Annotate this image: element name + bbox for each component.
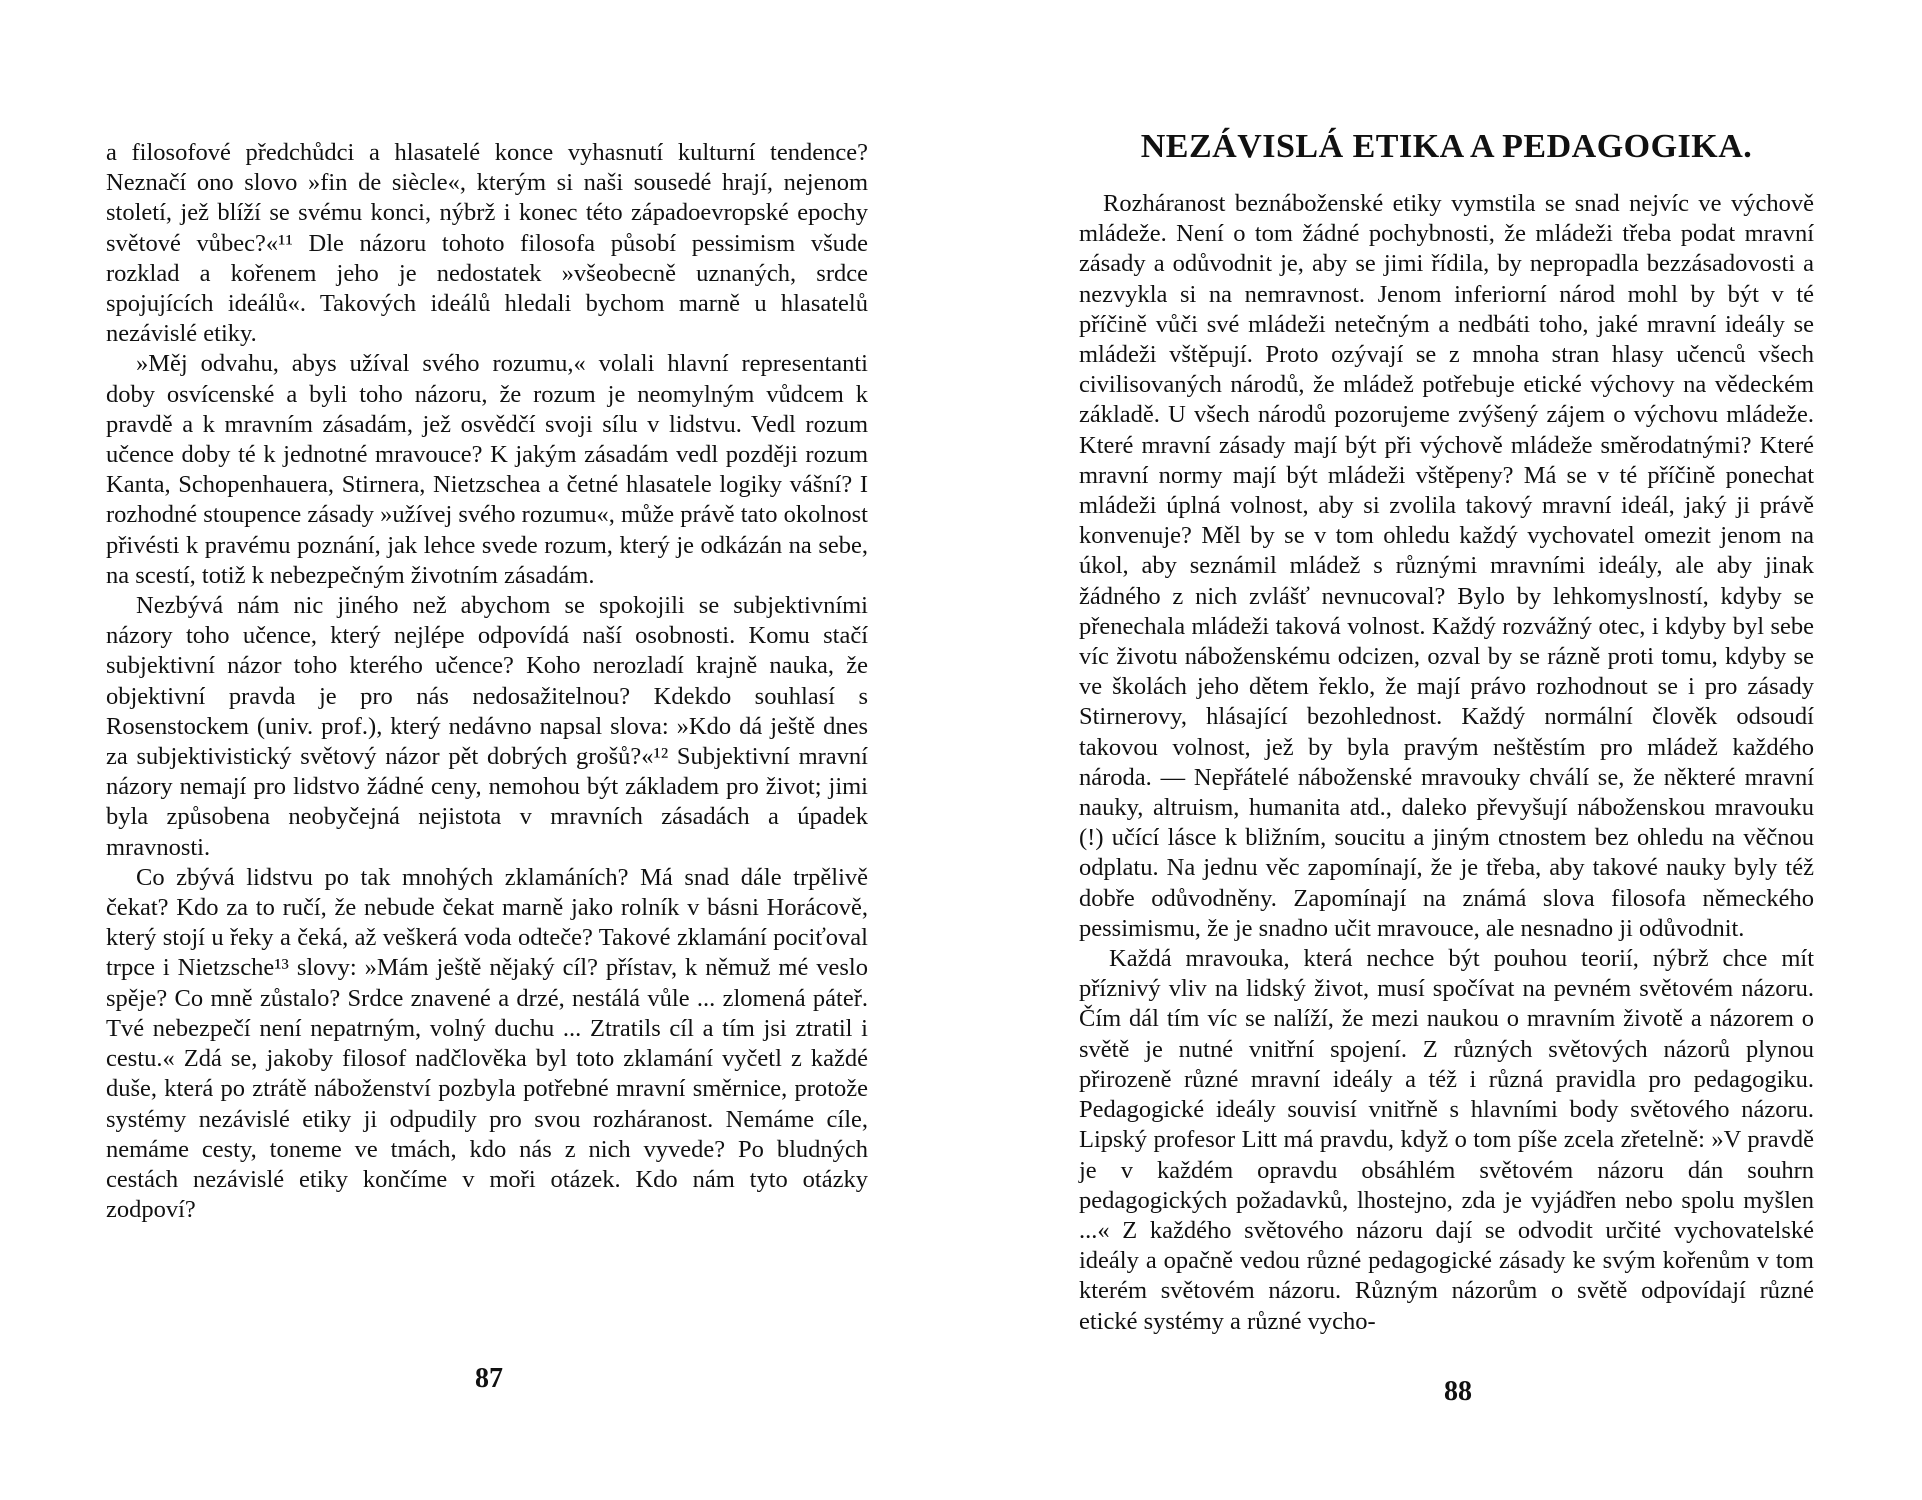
paragraph: Rozháranost beznáboženské etiky vymstila se snad nejvíc ve výchově mládeže. Není o tom žádné pochybnosti, že mládeži třeba podat mravní zásady a odůvodnit je, aby se jimi řídila, by nepropadla bezzásadovosti a nezvykla si na nemravnost. Jenom inferiorní národ mohl by být v té příčině vůči své mládeži netečným a nedbáti toho, jaké mravní ideály se mládeži vštěpují. Proto ozývají se z mnoha stran hlasy učenců všech civilisovaných národů, že mládež potřebuje etické výchovy na vědeckém základě. U všech národů pozorujeme zvýšený zájem o výchovu mládeže. Které mravní zásady mají být při výchově mládeže směrodatnými? Které mravní normy mají být mládeži vštěpeny? Má se v té příčině ponechat mládeži úplná volnost, aby si zvolila takový mravní ideál, jaký ji právě konvenuje? Měl by se v tom ohledu každý vychovatel omezit jenom na úkol, aby seznámil mládež s různými mravními ideály, ale aby jinak žádného z nich zvlášť nevnucoval? Bylo by lehkomyslností, kdyby se přenechala mládeži taková volnost. Každý rozvážný otec, i kdyby byl sebe víc životu náboženskému odcizen, ozval by se rázně proti tomu, kdyby se ve školách jeho dětem řeklo, že mají právo rozhodnout se i pro zásady Stirnerovy, hlásající bezohlednost. Každý normální člověk odsoudí takovou volnost, jež by byla pravým neštěstím pro mládež každého národa. — Nepřátelé náboženské mravouky chválí se, že některé mravní nauky, altruism, humanita atd., daleko převyšují náboženskou mravouku (!) učící lásce k bližním, soucitu a jiným ctnostem bez ohledu na věčnou odplatu. Na jednu věc zapomínají, že je třeba, aby takové nauky byly též dobře odůvodněny. Zapomínají na známá slova filosofa německého pessimismu, že je snadno učit mravouce, ale nesnadno ji odůvodnit. [1079,190,1814,942]
right-page-body [1079,189,1814,1337]
chapter-title: NEZÁVISLÁ ETIKA A PEDAGOGIKA. [1140,128,1753,165]
page-number: 88 [1444,1376,1472,1407]
paragraph: »Měj odvahu, abys užíval svého rozumu,« volali hlavní representanti doby osvícenské a byli toho názoru, že rozum je neomylným vůdcem k pravdě a k mravním zásadám, jež osvědčí svoji sílu v lidstvu. Vedl rozum učence doby té k jednotné mravouce? K jakým zásadám vedl později rozum Kanta, Schopenhauera, Stirnera, Nietzschea a četné hlasatele logiky vášní? I rozhodné stoupence zásady »užívej svého rozumu«, může právě tato okolnost přivésti k pravému poznání, jak lehce svede rozum, který je odkázán na sebe, na scestí, totiž k nebezpečným životním zásadám. [106,350,868,589]
right-page [961,0,1922,1500]
left-page-body [106,138,868,1225]
paragraph: Co zbývá lidstvu po tak mnohých zklamáních? Má snad dále trpělivě čekat? Kdo za to ručí, že nebude čekat marně jako rolník v básni Horácově, který stojí u řeky a čeká, až veškerá voda odteče? Takové zklamání pociťoval trpce i Nietzsche¹³ slovy: »Mám ještě nějaký cíl? přístav, k němuž mé veslo spěje? Co mně zůstalo? Srdce znavené a drzé, nestálá vůle ... zlomená páteř. Tvé nebezpečí není nepatrným, volný duchu ... Ztratils cíl a tím jsi ztratil i cestu.« Zdá se, jakoby filosof nadčlověka byl toto zklamání vyčetl z každé duše, která po ztrátě náboženství pozbyla potřebné mravní směrnice, protože systémy nezávislé etiky ji odpudily pro svou rozháranost. Nemáme cíle, nemáme cesty, toneme ve tmách, kdo nás z nich vyvede? Po bludných cestách nezávislé etiky končíme v moři otázek. Kdo nám tyto otázky zodpoví? [106,863,868,1224]
paragraph: Nezbývá nám nic jiného než abychom se spokojili se subjektivními názory toho učence, který nejlépe odpovídá naší osobnosti. Komu stačí subjektivní názor toho kterého učence? Koho nerozladí krajně nauka, že objektivní pravda je pro nás nedosažitelnou? Kdekdo souhlasí s Rosenstockem (univ. prof.), který nedávno napsal slova: »Kdo dá ještě dnes za subjektivistický světový názor pět dobrých grošů?«¹² Subjektivní mravní názory nemají pro lidstvo žádné ceny, nemohou být základem pro život; jimi byla způsobena neobyčejná nejistota v mravních zásadách a úpadek mravnosti. [106,592,868,861]
paragraph: Každá mravouka, která nechce být pouhou teorií, nýbrž chce mít příznivý vliv na lidský život, musí spočívat na pevném světovém názoru. Čím dál tím víc se nalíží, že mezi naukou o mravním životě a názorem o světě je nutné vnitřní spojení. Z různých světových názorů plynou přirozeně různé mravní ideály a též i různá pravidla pro pedagogiku. Pedagogické ideály souvisí vnitřně s hlavními body světového názoru. Lipský profesor Litt má pravdu, když o tom píše zcela zřetelně: »V pravdě je v každém opravdu obsáhlém světovém názoru dán souhrn pedagogických požadavků, lhostejno, zda je vyjádřen nebo spolu myšlen ...« Z každého světového názoru dají se odvodit určité vychovatelské ideály a opačně vedou různé pedagogické zásady ke svým kořenům v tom kterém světovém názoru. Různým názorům o světě odpovídají různé etické systémy a různé vycho- [1079,945,1814,1335]
page-number: 87 [475,1363,503,1394]
paragraph: a filosofové předchůdci a hlasatelé konce vyhasnutí kulturní tendence? Neznačí ono slovo »fin de siècle«, kterým si naši sousedé hrají, nejenom století, jež blíží se svému konci, nýbrž i konec této západoevropské epochy světové vůbec?«¹¹ Dle názoru tohoto filosofa působí pessimism všude rozklad a kořenem jeho je nedostatek »všeobecně uznaných, srdce spojujících ideálů«. Takových ideálů hledali bychom marně u hlasatelů nezávislé etiky. [106,139,868,348]
